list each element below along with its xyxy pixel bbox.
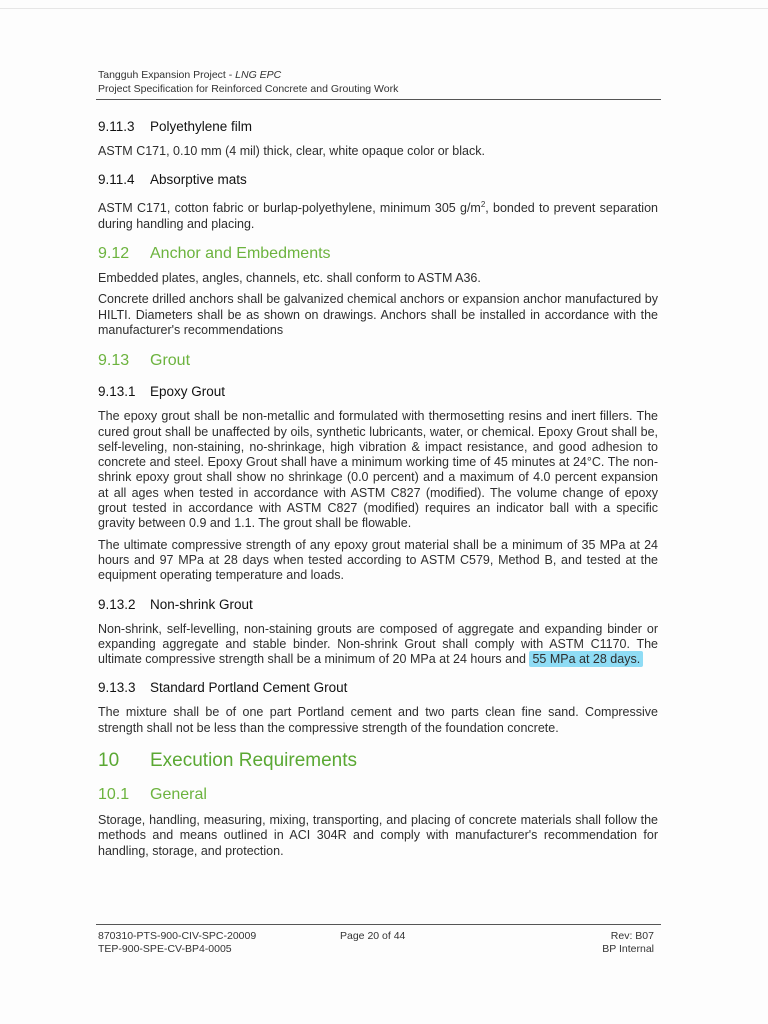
spec-title: Project Specification for Reinforced Concrete and Grouting Work	[98, 83, 399, 95]
paragraph: The ultimate compressive strength of any epoxy grout material shall be a minimum of 35 MPa at 24 hours and 97 MPa at 28 days when tested according to ASTM C579, Method B, and tested at the equipment operating temperature and loads.	[98, 537, 658, 583]
scan-edge-line	[0, 8, 768, 9]
page-header	[98, 68, 398, 96]
paragraph: Embedded plates, angles, channels, etc. shall conform to ASTM A36.	[98, 271, 481, 286]
paragraph: Storage, handling, measuring, mixing, transporting, and placing of concrete materials shall follow the methods and means outlined in ACI 304R and comply with manufacturer's recommendation for handling, storage, and protection.	[98, 812, 658, 858]
heading-10-1: 10.1 General	[98, 785, 207, 803]
heading-9-13-2: 9.13.2 Non-shrink Grout	[98, 596, 253, 612]
footer-page-number: Page 20 of 44	[340, 930, 406, 942]
footer-rule	[96, 924, 661, 925]
heading-9-11-3: 9.11.3 Polyethylene film	[98, 119, 253, 134]
heading-10: 10 Execution Requirements	[98, 749, 357, 771]
highlighted-text: 55 MPa at 28 days.	[529, 651, 643, 667]
heading-9-13: 9.13 Grout	[98, 352, 191, 370]
heading-9-13-3: 9.13.3 Standard Portland Cement Grout	[98, 680, 348, 696]
project-line: Tangguh Expansion Project - LNG EPC	[98, 69, 282, 81]
paragraph: The epoxy grout shall be non-metallic and formulated with thermosetting resins and inert fillers. The cured grout shall be unaffected by oils, synthetic lubricants, water, or chemical. Epoxy Grout shall be, self-leveling, non-staining, no-shrinkage, high vibration & impact resistance, and good adhesion to concrete and steel. Epoxy Grout shall have a minimum working time of 45 minutes at 24°C. The non-shrink epoxy grout shall show no shrinkage (0.0 percent) and a maximum of 4.0 percent expansion at all ages when tested in accordance with ASTM C827 (modified). The volume change of epoxy grout tested in accordance with ASTM C827 (modified) requires an indicator ball with a specific gravity between 0.9 and 1.1. The grout shall be flowable.	[98, 409, 658, 531]
paragraph: Non-shrink, self-levelling, non-staining grouts are composed of aggregate and expanding binder or expanding aggregate and stable binder. Non-shrink Grout shall comply with ASTM C1170. The ultimate compressive strength shall be a minimum of 20 MPa at 24 hours and 55 MPa at 28 days.	[98, 621, 658, 667]
heading-9-11-4: 9.11.4 Absorptive mats	[98, 172, 247, 188]
paragraph: Concrete drilled anchors shall be galvanized chemical anchors or expansion anchor manufactured by HILTI. Diameters shall be as shown on drawings. Anchors shall be installed in accordance with the manufacturer's recommendations	[98, 292, 658, 337]
footer-doc-numbers: 870310-PTS-900-CIV-SPC-20009 TEP-900-SPE-CV-BP4-0005	[98, 930, 257, 955]
paragraph: ASTM C171, cotton fabric or burlap-polyethylene, minimum 305 $g/m^2$, bonded to prevent separation during handling and placing.	[98, 200, 658, 231]
heading-9-12: 9.12 Anchor and Embedments	[98, 245, 331, 263]
paragraph: The mixture shall be of one part Portland cement and two parts clean fine sand. Compressive strength shall not be less than the compressive strength of the foundation concrete.	[98, 705, 658, 735]
header-rule	[96, 99, 661, 100]
paragraph: ASTM C171, 0.10 mm (4 mil) thick, clear, white opaque color or black.	[98, 144, 485, 158]
heading-9-13-1: 9.13.1 Epoxy Grout	[98, 384, 226, 400]
document-body	[98, 118, 658, 859]
footer-revision: Rev: B07 BP Internal	[602, 930, 654, 955]
